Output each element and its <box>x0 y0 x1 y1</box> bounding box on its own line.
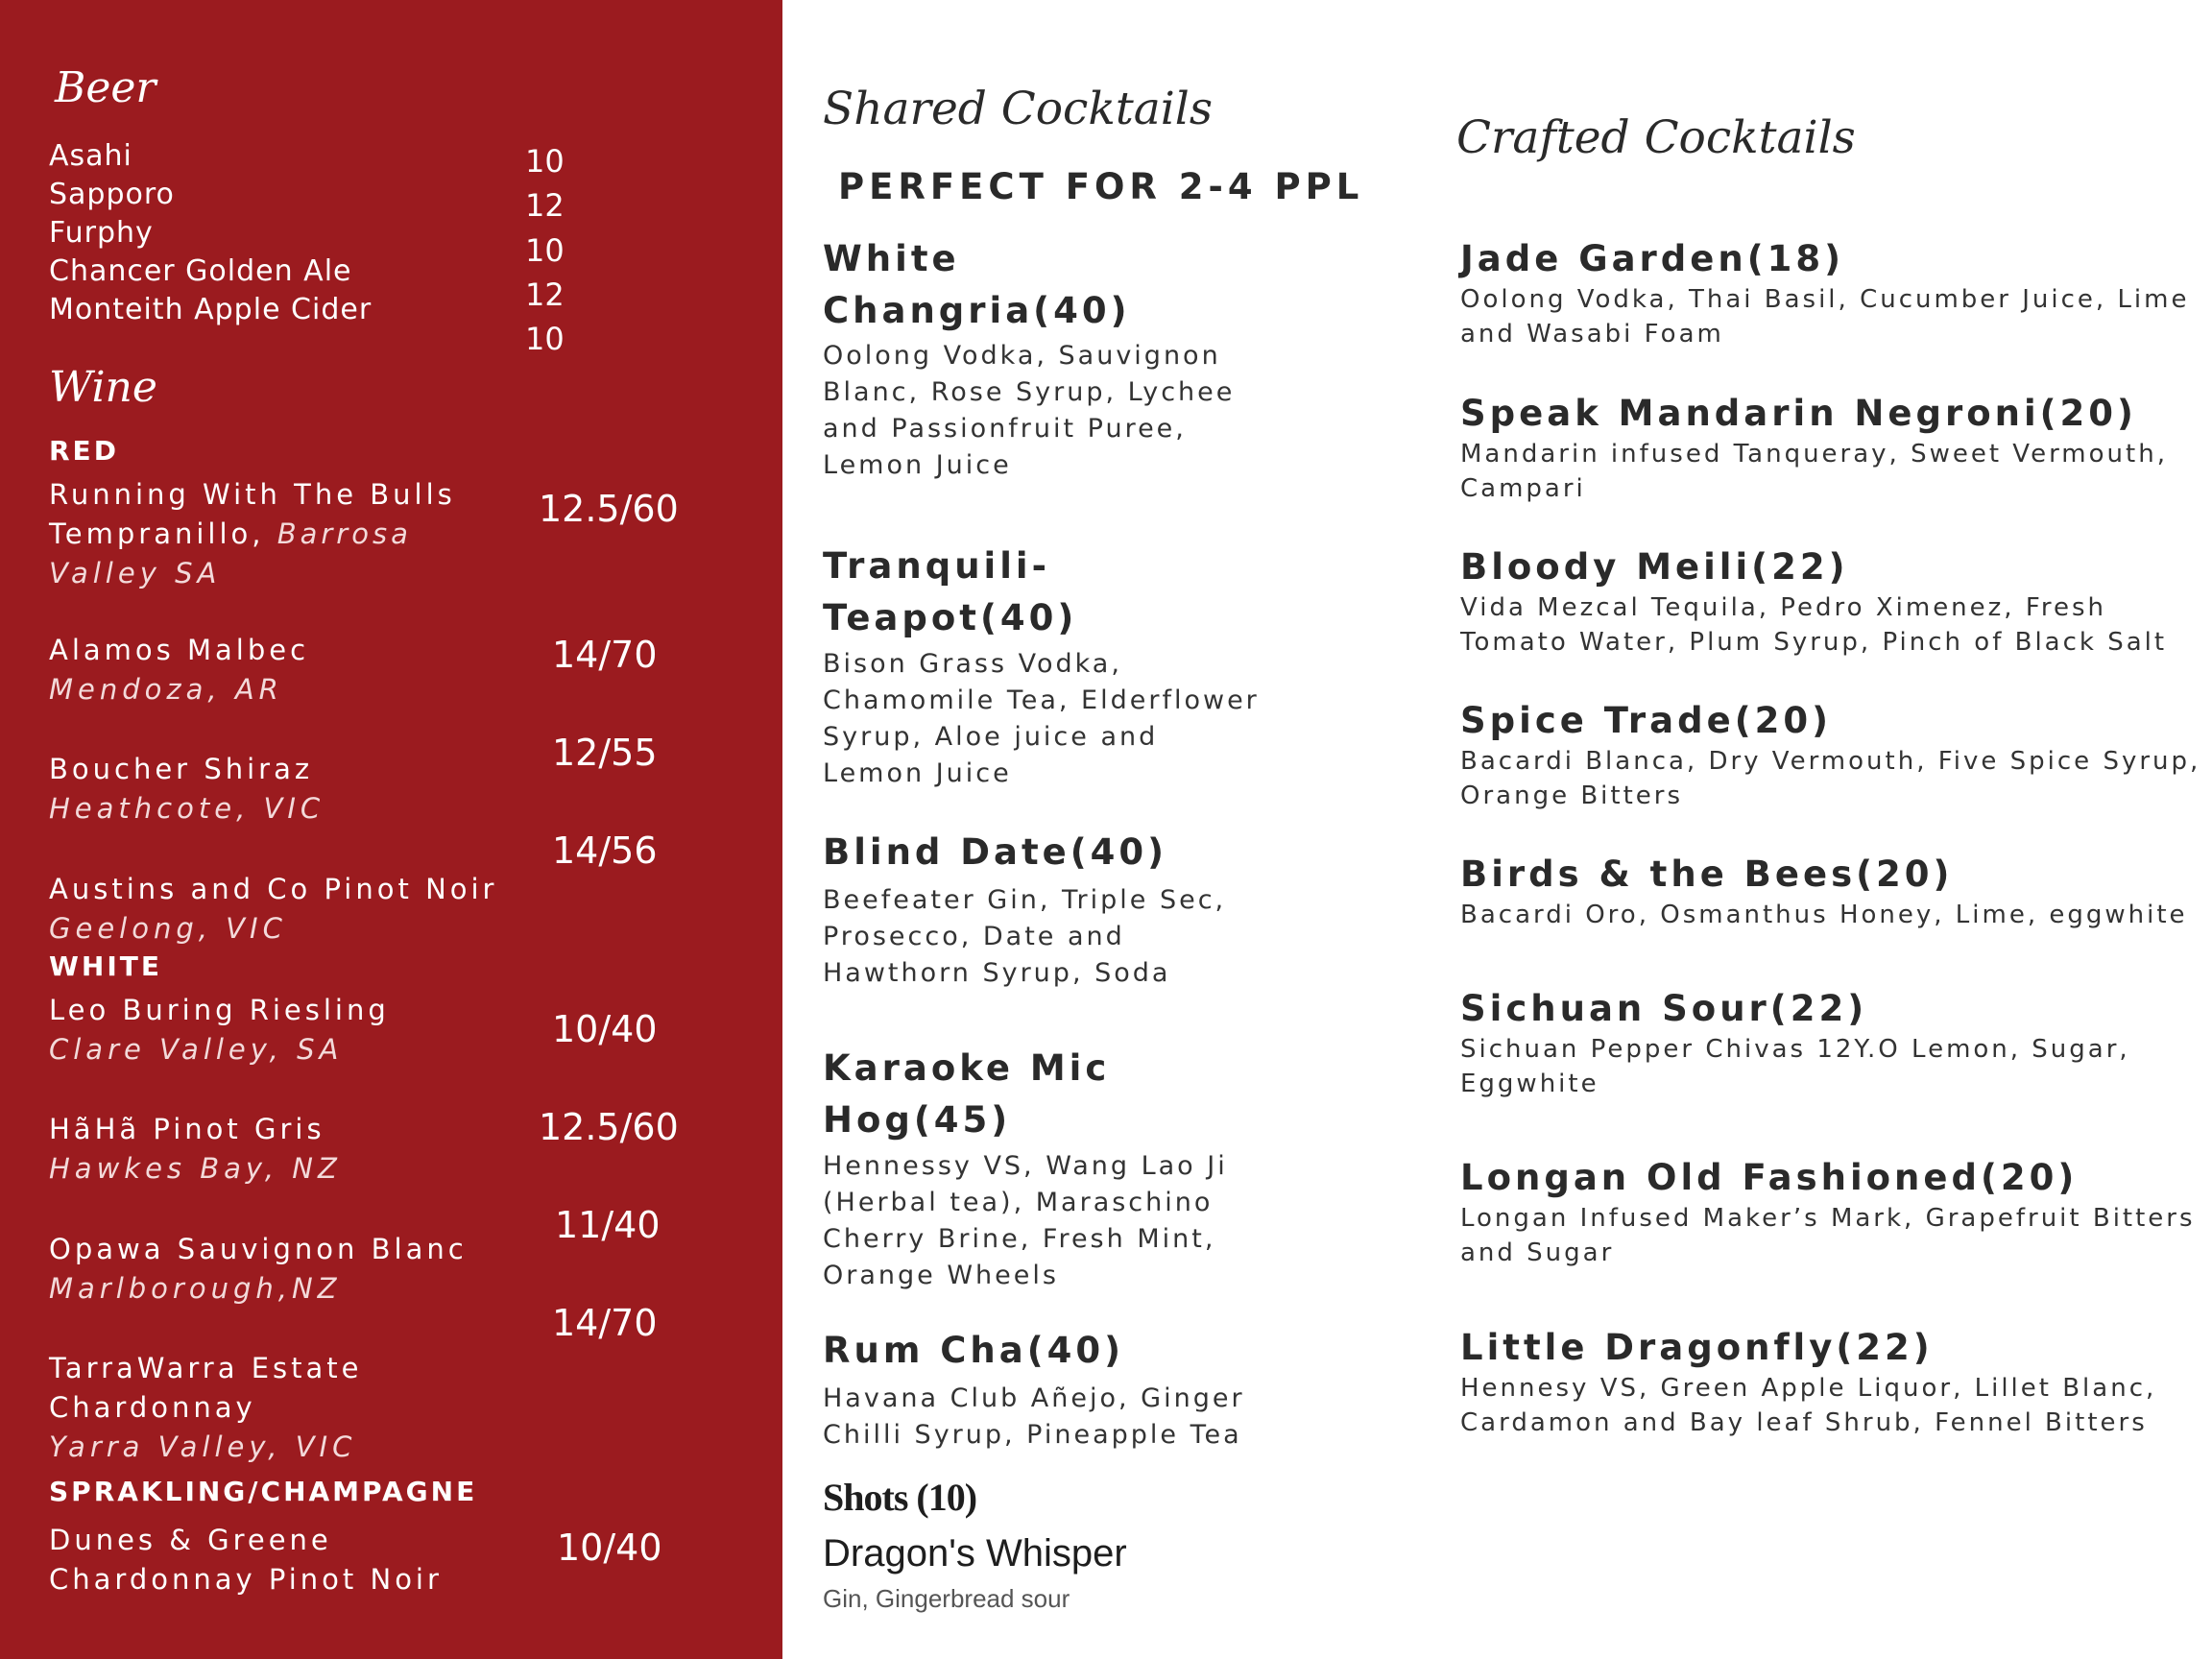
cocktail-description: Hennesy VS, Green Apple Liquor, Lillet Blanc, <box>1460 1374 2157 1403</box>
wine-name: Running With The Bulls <box>49 478 456 511</box>
wine-price: 10/40 <box>557 1527 662 1569</box>
wine-sparkling-label: SPRAKLING/CHAMPAGNE <box>49 1476 478 1507</box>
wine-region: Heathcote, VIC <box>49 792 325 825</box>
cocktail-description: (Herbal tea), Maraschino <box>823 1188 1214 1217</box>
wine-varietal: Chardonnay <box>49 1391 256 1424</box>
cocktail-name: Jade Garden(18) <box>1460 238 1845 279</box>
cocktail-description: Vida Mezcal Tequila, Pedro Ximenez, Fresh <box>1460 593 2107 622</box>
shot-description: Gin, Gingerbread sour <box>823 1584 1070 1613</box>
crafted-cocktails-title: Crafted Cocktails <box>1456 111 1856 164</box>
wine-region: Marlborough,NZ <box>49 1272 342 1305</box>
wine-heading: Wine <box>49 363 157 412</box>
cocktail-description: and Passionfruit Puree, <box>823 414 1187 444</box>
wine-price: 12/55 <box>552 732 658 774</box>
shots-title: Shots (10) <box>823 1476 977 1519</box>
cocktail-name: White <box>823 238 960 279</box>
wine-region: Geelong, VIC <box>49 912 287 945</box>
cocktail-name: Karaoke Mic <box>823 1047 1111 1089</box>
wine-price: 10/40 <box>552 1008 658 1050</box>
beer-item-price: 10 <box>525 143 565 180</box>
cocktail-description: Bacardi Oro, Osmanthus Honey, Lime, eggwhite <box>1460 901 2188 929</box>
beer-item-name: Asahi <box>49 139 132 173</box>
wine-region: Valley SA <box>49 557 222 589</box>
cocktail-name: Birds & the Bees(20) <box>1460 854 1954 895</box>
drinks-panel-beer-wine <box>0 0 782 1659</box>
cocktail-description: Orange Bitters <box>1460 781 1684 810</box>
cocktail-description: Hawthorn Syrup, Soda <box>823 958 1171 988</box>
cocktail-description: and Wasabi Foam <box>1460 320 1724 349</box>
cocktail-description: Sichuan Pepper Chivas 12Y.O Lemon, Sugar, <box>1460 1035 2130 1064</box>
wine-name: Austins and Co Pinot Noir <box>49 873 498 905</box>
beer-item-name: Furphy <box>49 216 154 250</box>
cocktail-name: Spice Trade(20) <box>1460 700 1833 741</box>
beer-item-price: 10 <box>525 232 565 269</box>
cocktail-description: Prosecco, Date and <box>823 922 1125 951</box>
beer-item-name: Chancer Golden Ale <box>49 254 352 288</box>
beer-item-price: 10 <box>525 321 565 357</box>
cocktail-name: Speak Mandarin Negroni(20) <box>1460 393 2137 434</box>
cocktail-name: Changria(40) <box>823 290 1131 331</box>
cocktail-name: Teapot(40) <box>823 597 1078 638</box>
cocktail-description: Hennessy VS, Wang Lao Ji <box>823 1151 1228 1181</box>
beer-item-name: Sapporo <box>49 178 175 211</box>
cocktail-description: Havana Club Añejo, Ginger <box>823 1383 1245 1413</box>
cocktail-description: Orange Wheels <box>823 1261 1059 1290</box>
cocktail-description: Eggwhite <box>1460 1070 1599 1098</box>
wine-region: Mendoza, AR <box>49 673 283 706</box>
cocktail-name: Little Dragonfly(22) <box>1460 1327 1934 1368</box>
wine-region: Clare Valley, SA <box>49 1033 344 1066</box>
beer-item-price: 12 <box>525 187 565 224</box>
wine-region: Yarra Valley, VIC <box>49 1431 357 1463</box>
wine-name: TarraWarra Estate <box>49 1352 363 1384</box>
cocktail-description: Bison Grass Vodka, <box>823 649 1122 679</box>
cocktail-description: Cherry Brine, Fresh Mint, <box>823 1224 1216 1254</box>
cocktail-description: Mandarin infused Tanqueray, Sweet Vermouth, <box>1460 440 2168 469</box>
cocktail-description: Tomato Water, Plum Syrup, Pinch of Black Salt <box>1460 628 2168 657</box>
shared-cocktails-subtitle: PERFECT FOR 2-4 PPL <box>838 166 1364 207</box>
wine-varietal: Chardonnay Pinot Noir <box>49 1563 443 1596</box>
cocktail-description: Bacardi Blanca, Dry Vermouth, Five Spice Syrup, <box>1460 747 2201 776</box>
cocktail-description: Campari <box>1460 474 1586 503</box>
wine-red-label: RED <box>49 435 119 467</box>
wine-name: Boucher Shiraz <box>49 753 314 785</box>
cocktail-description: Oolong Vodka, Sauvignon <box>823 341 1221 371</box>
cocktail-description: Chilli Syrup, Pineapple Tea <box>823 1420 1242 1450</box>
wine-price: 14/70 <box>552 634 658 676</box>
cocktail-name: Longan Old Fashioned(20) <box>1460 1157 2079 1198</box>
wine-name <box>49 517 412 550</box>
wine-name: HãHã Pinot Gris <box>49 1113 325 1145</box>
wine-name: Alamos Malbec <box>49 634 310 666</box>
wine-region: Barrosa <box>276 517 412 550</box>
cocktail-description: Lemon Juice <box>823 758 1012 788</box>
wine-price: 14/56 <box>552 830 658 872</box>
cocktail-description: Chamomile Tea, Elderflower <box>823 685 1260 715</box>
shot-name: Dragon's Whisper <box>823 1532 1127 1575</box>
cocktail-name: Tranquili- <box>823 545 1050 587</box>
wine-price: 11/40 <box>555 1204 661 1246</box>
cocktail-description: Beefeater Gin, Triple Sec, <box>823 885 1227 915</box>
cocktail-description: Blanc, Rose Syrup, Lychee <box>823 377 1236 407</box>
wine-price: 14/70 <box>552 1302 658 1344</box>
wine-price: 12.5/60 <box>539 488 679 530</box>
wine-name: Opawa Sauvignon Blanc <box>49 1233 468 1265</box>
wine-region: Hawkes Bay, NZ <box>49 1152 342 1185</box>
wine-name: Dunes & Greene <box>49 1524 332 1556</box>
cocktail-description: Longan Infused Maker’s Mark, Grapefruit Bitters <box>1460 1204 2196 1233</box>
cocktail-description: and Sugar <box>1460 1238 1615 1267</box>
beer-heading: Beer <box>55 63 156 112</box>
cocktail-name: Blind Date(40) <box>823 831 1168 873</box>
cocktail-description: Lemon Juice <box>823 450 1012 480</box>
cocktail-name: Hog(45) <box>823 1099 1012 1141</box>
wine-name: Leo Buring Riesling <box>49 994 390 1026</box>
wine-white-label: WHITE <box>49 950 162 982</box>
cocktail-name: Bloody Meili(22) <box>1460 546 1849 588</box>
wine-price: 12.5/60 <box>539 1106 679 1148</box>
wine-varietal: Tempranillo, <box>49 517 265 550</box>
shared-cocktails-title: Shared Cocktails <box>823 83 1213 135</box>
cocktail-description: Cardamon and Bay leaf Shrub, Fennel Bitters <box>1460 1408 2148 1437</box>
cocktail-name: Rum Cha(40) <box>823 1330 1125 1371</box>
beer-item-name: Monteith Apple Cider <box>49 293 373 326</box>
beer-item-price: 12 <box>525 276 565 313</box>
cocktail-name: Sichuan Sour(22) <box>1460 988 1868 1029</box>
cocktail-description: Oolong Vodka, Thai Basil, Cucumber Juice, Lime <box>1460 285 2190 314</box>
cocktail-description: Syrup, Aloe juice and <box>823 722 1159 752</box>
